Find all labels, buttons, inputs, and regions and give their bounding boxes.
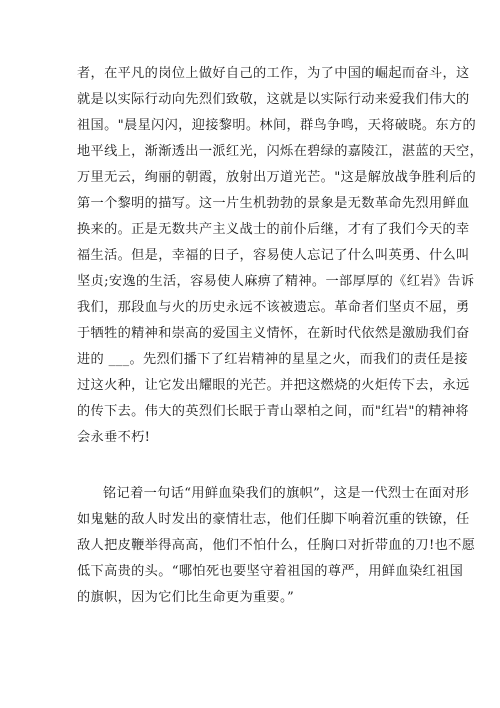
text-line: 就是以实际行动向先烈们致敬，这就是以实际行动来爱我们伟大的 (77, 92, 470, 107)
text-line: 敌人把皮鞭举得高高，他们不怕什么，任胸口对折带血的刀!也不愿 (77, 538, 476, 553)
text-line: 地平线上，渐渐透出一派红光，闪烁在碧绿的嘉陵江，湛蓝的天空， (77, 144, 484, 159)
text-line: 进的 ___。先烈们播下了红岩精神的星星之火，而我们的责任是接 (77, 352, 468, 367)
text-line: 于牺牲的精神和崇高的爱国主义情怀，在新时代依然是激励我们奋 (77, 326, 470, 341)
text-line: 我们，那段血与火的历史永远不该被遗忘。革命者们坚贞不屈，勇 (77, 300, 470, 315)
text-line: 坚贞;安逸的生活，容易使人麻痹了精神。一部厚厚的《红岩》告诉 (77, 274, 475, 289)
text-line: 低下高贵的头。“哪怕死也要坚守着祖国的尊严，用鲜血染红祖国 (77, 564, 464, 579)
text-line: 的旗帜，因为它们比生命更为重要。” (77, 590, 295, 605)
text-line: 铭记着一句话“用鲜血染我们的旗帜”，这是一代烈士在面对形 (103, 486, 470, 501)
text-line: 祖国。"晨星闪闪，迎接黎明。林间，群鸟争鸣，天将破晓。东方的 (77, 118, 477, 133)
text-line: 万里无云，绚丽的朝霞，放射出万道光芒。"这是解放战争胜利后的 (77, 170, 477, 185)
text-line: 如鬼魅的敌人时发出的豪情壮志，他们任脚下响着沉重的铁镣，任 (77, 512, 470, 527)
text-line: 的传下去。伟大的英烈们长眠于青山翠柏之间，而"红岩"的精神将 (77, 404, 469, 419)
text-line: 者，在平凡的岗位上做好自己的工作，为了中国的崛起而奋斗，这 (77, 66, 470, 81)
text-line: 第一个黎明的描写。这一片生机勃勃的景象是无数革命先烈用鲜血 (77, 196, 470, 211)
text-line: 会永垂不朽! (77, 430, 151, 445)
text-line: 过这火种，让它发出耀眼的光芒。并把这燃烧的火炬传下去，永远 (77, 378, 470, 393)
text-line: 福生活。但是，幸福的日子，容易使人忘记了什么叫英勇、什么叫 (77, 248, 470, 263)
text-line: 换来的。正是无数共产主义战士的前仆后继，才有了我们今天的幸 (77, 222, 470, 237)
